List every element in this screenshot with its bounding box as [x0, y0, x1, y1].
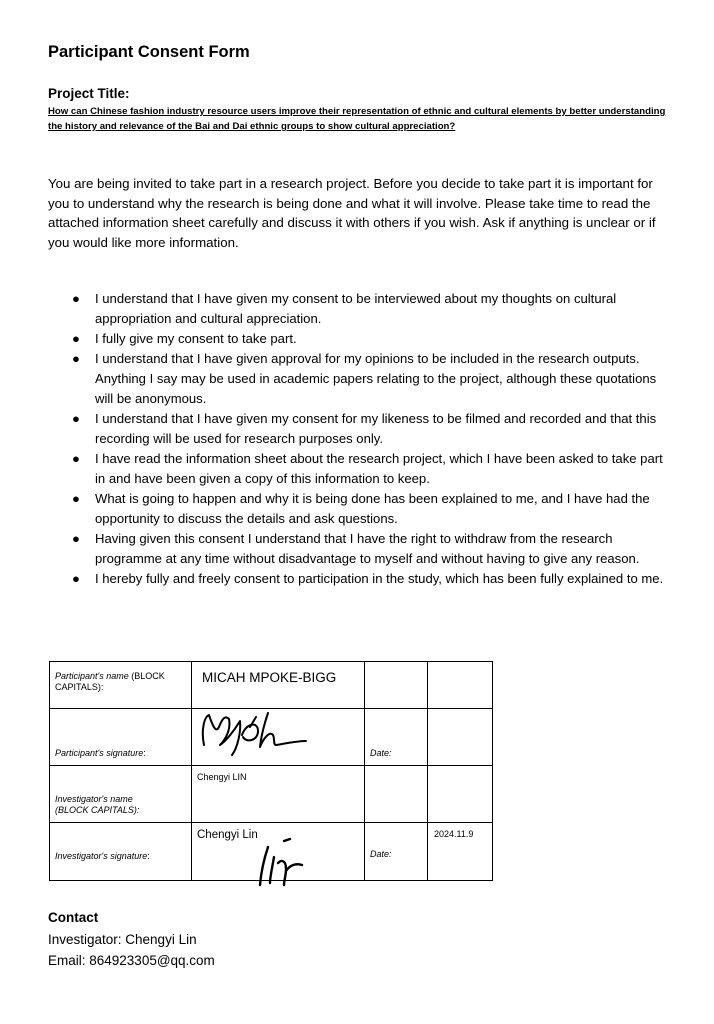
participant-name-label: Participant's name (BLOCK CAPITALS): [55, 671, 165, 692]
participant-name-value: MICAH MPOKE-BIGG [202, 670, 337, 685]
investigator-name-cell [192, 766, 365, 823]
consent-statement [48, 529, 668, 569]
intro-paragraph: You are being invited to take part in a research project. Before you decide to take part it is important for you to understand why the research is being done and what it will involve. Please take time to read the attached information sheet carefully and discuss it with others if you wish. Ask if anything is unclear or if you would like more information. [48, 176, 656, 250]
consent-statement-text: Having given this consent I understand that I have the right to withdraw from the research programme at any time without disadvantage to myself and without having to give any reason. [95, 531, 640, 566]
bullet-icon: ● [72, 571, 80, 586]
investigator-signature-label-cell [50, 823, 192, 881]
consent-statement-text: What is going to happen and why it is being done has been explained to me, and I have had the opportunity to discuss the details and ask questions. [95, 491, 650, 526]
bullet-icon: ● [72, 331, 80, 346]
consent-statement-text: I understand that I have given my consent for my likeness to be filmed and recorded and that this recording will be used for research purposes only. [95, 411, 657, 446]
signature-table [49, 661, 493, 881]
investigator-signature-cell [192, 823, 365, 881]
bullet-icon: ● [72, 351, 80, 366]
consent-statement-text: I hereby fully and freely consent to participation in the study, which has been fully explained to me. [95, 571, 664, 586]
consent-statement [48, 449, 668, 489]
consent-statement [48, 489, 668, 529]
consent-statement-text: I fully give my consent to take part. [95, 331, 297, 346]
empty-cell [428, 766, 493, 823]
form-title: Participant Consent Form [48, 43, 250, 61]
investigator-name-value: Chengyi LIN [197, 772, 247, 782]
consent-statement [48, 289, 668, 329]
participant-name-cell [192, 662, 365, 709]
investigator-signature-text: Chengyi Lin [197, 829, 258, 841]
empty-cell [365, 766, 428, 823]
bullet-icon: ● [72, 411, 80, 426]
empty-cell [428, 709, 493, 766]
contact-investigator: Investigator: Chengyi Lin [48, 932, 197, 947]
investigator-date-label: Date: [370, 849, 392, 859]
participant-signature-cell [192, 709, 365, 766]
participant-date-label: Date: [370, 748, 392, 758]
investigator-signature-label: Investigator's signature: [55, 851, 150, 861]
investigator-date-cell [428, 823, 493, 881]
contact-heading: Contact [48, 910, 99, 925]
investigator-name-label: Investigator's name (BLOCK CAPITALS): [55, 794, 140, 815]
investigator-date-label-cell [365, 823, 428, 881]
participant-signature-label: Participant's signature: [55, 748, 146, 758]
participant-date-cell [365, 709, 428, 766]
empty-cell [365, 662, 428, 709]
consent-statement-text: I understand that I have given approval for my opinions to be included in the research outputs. Anything I say may be used in academic papers relating to the project, although these quotations will be anonymous. [95, 351, 657, 406]
project-title-label: Project Title: [48, 86, 130, 101]
consent-statement-text: I have read the information sheet about the research project, which I have been asked to take part in and have been given a copy of this information to keep. [95, 451, 663, 486]
bullet-icon: ● [72, 291, 80, 306]
bullet-icon: ● [72, 491, 80, 506]
consent-statement [48, 569, 668, 589]
empty-cell [428, 662, 493, 709]
participant-signature-label-cell [50, 709, 192, 766]
contact-email: Email: 864923305@qq.com [48, 953, 215, 968]
investigator-signature-icon [254, 835, 314, 891]
consent-statement [48, 329, 668, 349]
participant-name-label-cell [50, 662, 192, 709]
investigator-date-value: 2024.11.9 [434, 829, 474, 839]
consent-statement-text: I understand that I have given my consent to be interviewed about my thoughts on cultural appropriation and cultural appreciation. [95, 291, 617, 326]
bullet-icon: ● [72, 451, 80, 466]
consent-statement [48, 409, 668, 449]
consent-statement [48, 349, 668, 409]
participant-signature-icon [198, 707, 343, 757]
investigator-name-label-cell [50, 766, 192, 823]
consent-statements [48, 289, 668, 589]
project-title-text: How can Chinese fashion industry resource users improve their representation of ethnic and cultural elements by better understanding the history and relevance of the Bai and Dai ethnic groups to show cultural appreciation? [48, 106, 666, 132]
bullet-icon: ● [72, 531, 80, 546]
